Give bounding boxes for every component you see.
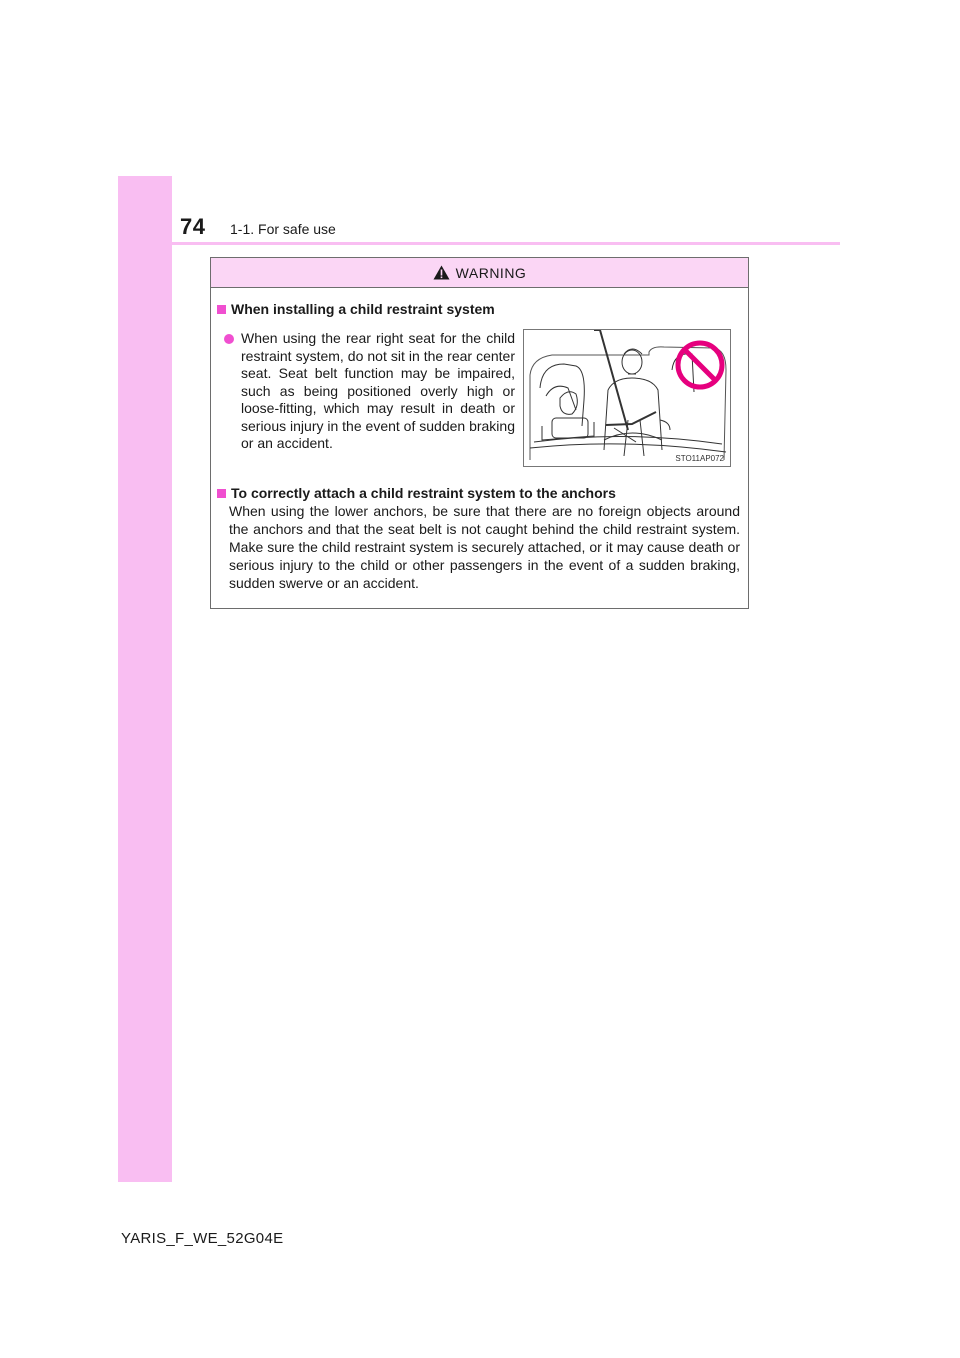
bullet-text: When using the rear right seat for the child restraint system, do not sit in the rear center seat. Seat belt function may be impaired, such as being positioned overly high or loose-fitting, which may result in death or serious injury in the event of sudden braking or an accident.: [241, 330, 515, 451]
section-heading-install-text: When installing a child restraint system: [231, 301, 495, 317]
illustration-code: STO11AP072: [675, 454, 724, 463]
square-bullet-icon: [217, 305, 226, 314]
warning-triangle-icon: [433, 265, 450, 280]
section-heading-install: [217, 301, 495, 317]
section-heading-anchors-text: To correctly attach a child restraint system to the anchors: [231, 485, 616, 501]
warning-header: [211, 258, 748, 288]
warning-title: WARNING: [455, 264, 527, 281]
footer-doc-code: YARIS_F_WE_52G04E: [121, 1230, 284, 1247]
square-bullet-icon: [217, 489, 226, 498]
section-heading-anchors: [217, 485, 616, 501]
side-color-band: [118, 176, 172, 1182]
header-rule: [118, 242, 840, 245]
page-number: 74: [180, 214, 206, 239]
seat-illustration: [523, 329, 731, 467]
round-bullet-icon: [224, 334, 234, 344]
section-title: 1-1. For safe use: [230, 221, 336, 237]
anchors-body-text: When using the lower anchors, be sure that there are no foreign objects around the anchors and that the seat belt is not caught behind the child restraint system. Make sure the child restraint system is securely attached, or it may cause death or serious injury to the child or other passengers in the event of a sudden braking, sudden swerve or an accident.: [229, 503, 740, 591]
rear-seat-drawing: [524, 330, 730, 466]
